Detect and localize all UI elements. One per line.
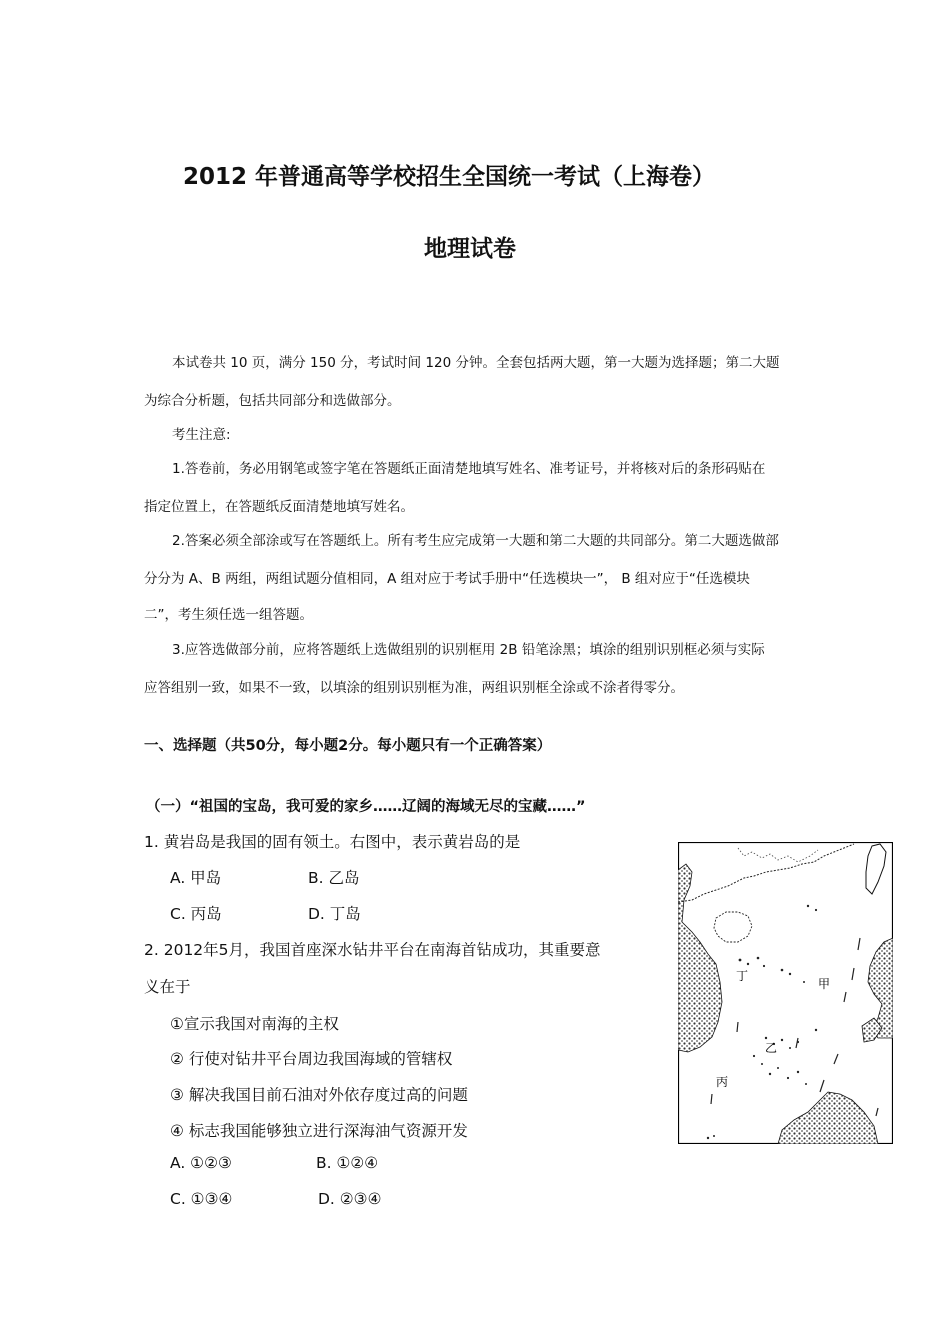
section-heading: 一、选择题（共50分，每小题2分。每小题只有一个正确答案）	[144, 738, 552, 754]
q2-option-b: B. ①②④	[316, 1154, 379, 1172]
q2-option-d: D. ②③④	[318, 1190, 382, 1208]
notice-1: 指定位置上，在答题纸反面清楚地填写姓名。	[144, 499, 414, 515]
question-1-stem: 1. 黄岩岛是我国的固有领土。右图中，表示黄岩岛的是	[144, 833, 521, 851]
q1-option-b: B. 乙岛	[308, 869, 360, 887]
q2-statement-3: ③ 解决我国目前石油对外依存度过高的问题	[170, 1086, 468, 1104]
q2-statement-2: ② 行使对钻井平台周边我国海域的管辖权	[170, 1050, 453, 1068]
notice-label: 考生注意:	[172, 427, 231, 443]
q2-option-c: C. ①③④	[170, 1190, 233, 1208]
q1-option-d: D. 丁岛	[308, 905, 361, 923]
paper-subtitle: 地理试卷	[424, 236, 516, 262]
exam-title: 2012 年普通高等学校招生全国统一考试（上海卷）	[183, 164, 716, 190]
group-heading: （一）“祖国的宝岛，我可爱的家乡……辽阔的海域无尽的宝藏……”	[146, 799, 586, 815]
q2-option-a: A. ①②③	[170, 1154, 232, 1172]
notice-2: 2.答案必须全部涂或写在答题纸上。所有考生应完成第一大题和第二大题的共同部分。第二大题选做部	[172, 533, 779, 549]
notice-2: 二”，考生须任选一组答题。	[144, 607, 313, 623]
intro-line: 为综合分析题，包括共同部分和选做部分。	[144, 393, 401, 409]
question-2-stem: 义在于	[144, 978, 191, 996]
notice-3: 3.应答选做部分前，应将答题纸上选做组别的识别框用 2B 铅笔涂黑；填涂的组别识别框必须与实际	[172, 642, 765, 658]
notice-2: 分分为 A、B 两组，两组试题分值相同，A 组对应于考试手册中“任选模块一”， B 组对应于“任选模块	[144, 571, 750, 587]
notice-3: 应答组别一致，如果不一致，以填涂的组别识别框为准，两组识别框全涂或不涂者得零分。	[144, 680, 684, 696]
intro-line: 本试卷共 10 页，满分 150 分，考试时间 120 分钟。全套包括两大题，第一大题为选择题；第二大题	[172, 355, 780, 371]
label-yi: 乙	[765, 1041, 778, 1055]
q2-statement-1: ①宣示我国对南海的主权	[170, 1015, 339, 1033]
q2-statement-4: ④ 标志我国能够独立进行深海油气资源开发	[170, 1122, 468, 1140]
label-jia: 甲	[818, 977, 831, 991]
label-bing: 丙	[716, 1075, 729, 1089]
q1-option-a: A. 甲岛	[170, 869, 222, 887]
question-2-stem: 2. 2012年5月，我国首座深水钻井平台在南海首钻成功，其重要意	[144, 941, 601, 959]
q1-option-c: C. 丙岛	[170, 905, 222, 923]
south-china-sea-map	[678, 842, 893, 1144]
label-ding: 丁	[736, 969, 749, 983]
notice-1: 1.答卷前，务必用钢笔或签字笔在答题纸正面清楚地填写姓名、准考证号，并将核对后的条形码贴在	[172, 461, 766, 477]
